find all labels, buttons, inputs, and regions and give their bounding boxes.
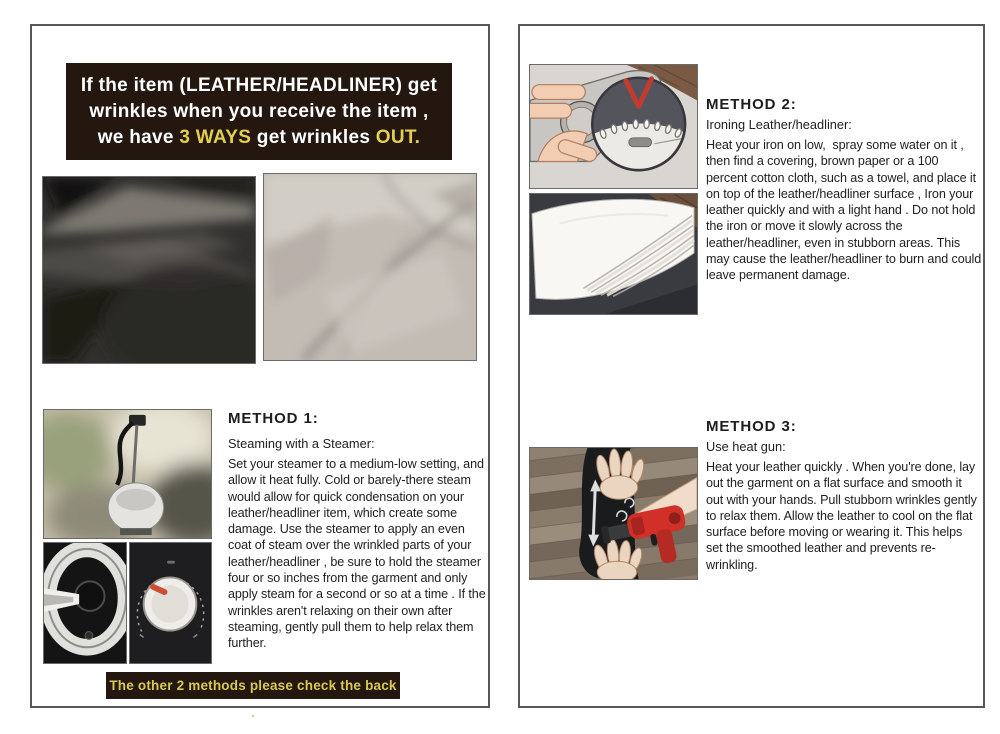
left-page-panel: [30, 24, 490, 720]
method3-subtitle: Use heat gun:: [706, 439, 786, 454]
title-line-2: wrinkles when you receive the item ,: [89, 101, 429, 122]
title-line-3-middle: get wrinkles: [251, 127, 376, 148]
dark-leather-illustration: [43, 177, 255, 363]
right-page-panel: [518, 24, 985, 708]
method2-heading: METHOD 2:: [706, 96, 797, 113]
method2-subtitle: Ironing Leather/headliner:: [706, 117, 852, 132]
heat-gun-illustration: [530, 448, 697, 579]
title-line-3: [66, 125, 452, 151]
dial-knob-illustration: [130, 543, 211, 663]
gray-wrinkled-headliner-photo: [263, 173, 477, 361]
method3-heading: METHOD 3:: [706, 418, 797, 435]
method2-section: [706, 96, 985, 284]
method1-heading: METHOD 1:: [228, 410, 319, 427]
method1-body: Set your steamer to a medium-low setting, and allow it heat fully. Cold or barely-there steam would allow for quick condensation on your leather/headliner item, which create some damage. Use the steamer to apply an even coat of steam over the wrinkled parts of your leather/headliner , be sure to hold the steamer four or so inches from the garment and only apply steam for a second or so at a time . If the wrinkles aren't relaxing on their own after steaming, gently pull them to help relax them further.: [228, 457, 490, 651]
iron-dial-drawing: [530, 65, 697, 188]
title-line-3-prefix: we have: [97, 127, 180, 148]
title-banner: [66, 63, 452, 160]
title-highlight-out: OUT.: [375, 127, 421, 148]
iron-temperature-dial-illustration: [529, 64, 698, 189]
garment-steamer-photo: [43, 409, 212, 539]
method1-section: [228, 410, 491, 652]
light-fabric-illustration: [264, 174, 476, 360]
heat-gun-on-leather-photo: [529, 447, 698, 580]
method1-subtitle: Steaming with a Steamer:: [228, 436, 375, 451]
steamer-dial-knob-photo: [129, 542, 212, 664]
folded-towel-illustration: [529, 193, 698, 315]
steamer-illustration: [44, 410, 211, 538]
method3-section: [706, 418, 982, 573]
water-tank-illustration: [44, 543, 126, 663]
title-line-1: If the item (LEATHER/HEADLINER) get: [80, 75, 438, 96]
method3-body: Heat your leather quickly . When you're done, lay out the garment on a flat surface and smooth it out with your hands. Pull stubborn wrinkles gently to relax them. Allow the leather to cool on the flat surface before moving or wearing it. This helps set the smoothed leather and prevents re-wrinkling.: [706, 460, 981, 572]
dark-wrinkled-leather-photo: [42, 176, 256, 364]
title-highlight-3-ways: 3 WAYS: [179, 127, 252, 148]
steamer-water-tank-photo: [43, 542, 127, 664]
towel-drawing: [530, 194, 697, 314]
method2-body: Heat your iron on low, spray some water on it , then find a covering, brown paper or a 100 percent cotton cloth, such as a towel, and place it on top of the leather/headliner surface , Iron your leather quickly and with a light hand . Do not hold the iron or move it slowly across the leather/headliner, even in stubborn areas. This may cause the leather/headliner to burn and could leave permanent damage.: [706, 138, 985, 283]
footer-banner: The other 2 methods please check the back .: [106, 672, 400, 699]
